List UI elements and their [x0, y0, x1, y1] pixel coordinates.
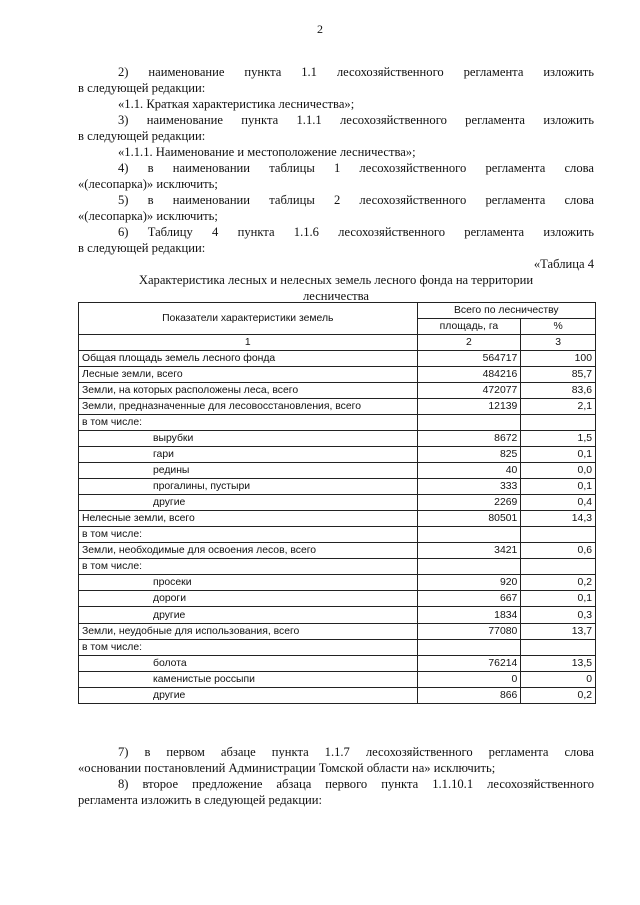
row-area: 0: [417, 672, 521, 688]
item-7-line-1: 7) в первом абзаце пункта 1.1.7 лесохозяйственного регламента слова: [118, 745, 594, 759]
row-label: Общая площадь земель лесного фонда: [79, 351, 418, 367]
row-label: в том числе:: [79, 415, 418, 431]
row-area: 8672: [417, 431, 521, 447]
row-percent: 0,4: [521, 495, 596, 511]
row-percent: 0,1: [521, 591, 596, 607]
row-label: другие: [79, 607, 418, 624]
row-percent: 0,3: [521, 607, 596, 624]
item-7-line-2: «основании постановлений Администрации Томской области на» исключить;: [78, 761, 496, 775]
item-3-new-title-text: «1.1.1. Наименование и местоположение лесничества»;: [118, 145, 416, 159]
table-title-line-1: Характеристика лесных и нелесных земель лесного фонда на территории: [138, 273, 534, 287]
row-percent: 13,7: [521, 624, 596, 640]
row-percent: 0,1: [521, 447, 596, 463]
row-percent: [521, 559, 596, 575]
row-area: 76214: [417, 656, 521, 672]
table-row: [79, 399, 596, 415]
item-8-line-1: 8) второе предложение абзаца первого пункта 1.1.10.1 лесохозяйственного: [118, 777, 594, 791]
row-area: 564717: [417, 351, 521, 367]
row-percent: 0,6: [521, 543, 596, 559]
row-area: 472077: [417, 383, 521, 399]
item-5-paragraph: [78, 192, 594, 224]
row-percent: 0,1: [521, 479, 596, 495]
table-row: [79, 351, 596, 367]
row-label: вырубки: [79, 431, 418, 447]
table-row: [79, 479, 596, 495]
table-row: [79, 463, 596, 479]
row-label: редины: [79, 463, 418, 479]
row-label: прогалины, пустыри: [79, 479, 418, 495]
item-3-new-title: [78, 144, 594, 160]
table-label: «Таблица 4: [533, 257, 594, 271]
row-area: [417, 559, 521, 575]
item-5-line-2: «(лесопарка)» исключить;: [78, 209, 218, 223]
row-area: [417, 640, 521, 656]
row-label: другие: [79, 495, 418, 511]
table-row: [79, 624, 596, 640]
row-area: [417, 415, 521, 431]
row-area: 77080: [417, 624, 521, 640]
item-5-line-1: 5) в наименовании таблицы 2 лесохозяйственного регламента слова: [118, 193, 594, 207]
table-title-line-2: лесничества: [303, 289, 369, 303]
header-percent: %: [521, 319, 596, 335]
row-label: Лесные земли, всего: [79, 367, 418, 383]
item-6-paragraph: [78, 224, 594, 256]
table-row: [79, 527, 596, 543]
row-percent: 0: [521, 672, 596, 688]
row-label: болота: [79, 656, 418, 672]
row-label: другие: [79, 688, 418, 704]
row-area: 484216: [417, 367, 521, 383]
item-2-line-2: в следующей редакции:: [78, 81, 206, 95]
header-col-number-1: 1: [79, 335, 418, 351]
row-area: 920: [417, 575, 521, 591]
header-indicators: Показатели характеристики земель: [79, 303, 418, 335]
row-percent: [521, 415, 596, 431]
row-label: в том числе:: [79, 640, 418, 656]
row-percent: 85,7: [521, 367, 596, 383]
item-8-paragraph: [78, 776, 594, 808]
row-percent: 0,0: [521, 463, 596, 479]
row-percent: 1,5: [521, 431, 596, 447]
item-4-line-1: 4) в наименовании таблицы 1 лесохозяйственного регламента слова: [118, 161, 594, 175]
row-percent: 83,6: [521, 383, 596, 399]
item-3-line-1: 3) наименование пункта 1.1.1 лесохозяйственного регламента изложить: [118, 113, 594, 127]
item-7-paragraph: [78, 744, 594, 776]
table-row: [79, 431, 596, 447]
table-row: [79, 543, 596, 559]
row-percent: [521, 640, 596, 656]
row-label: просеки: [79, 575, 418, 591]
row-area: 1834: [417, 607, 521, 624]
item-4-paragraph: [78, 160, 594, 192]
row-label: дороги: [79, 591, 418, 607]
table-row: [79, 447, 596, 463]
table-row: [79, 607, 596, 624]
row-percent: 100: [521, 351, 596, 367]
table-row: [79, 688, 596, 704]
row-area: 40: [417, 463, 521, 479]
row-area: 2269: [417, 495, 521, 511]
item-2-new-title: [78, 96, 594, 112]
table-title: [78, 272, 594, 304]
item-8-line-2: регламента изложить в следующей редакции:: [78, 793, 323, 807]
table-row: [79, 656, 596, 672]
row-percent: 13,5: [521, 656, 596, 672]
row-percent: 2,1: [521, 399, 596, 415]
page-number: 2: [317, 22, 323, 36]
table-row: [79, 559, 596, 575]
row-area: 825: [417, 447, 521, 463]
row-area: [417, 527, 521, 543]
row-label: гари: [79, 447, 418, 463]
item-4-line-2: «(лесопарка)» исключить;: [78, 177, 218, 191]
row-label: каменистые россыпи: [79, 672, 418, 688]
item-6-line-2: в следующей редакции:: [78, 241, 206, 255]
row-label: Земли, неудобные для использования, всего: [79, 624, 418, 640]
row-area: 80501: [417, 511, 521, 527]
row-percent: [521, 527, 596, 543]
header-col-number-3: 3: [521, 335, 596, 351]
table-row: [79, 591, 596, 607]
table-row: [79, 511, 596, 527]
table-row: [79, 575, 596, 591]
row-area: 333: [417, 479, 521, 495]
item-2-new-title-text: «1.1. Краткая характеристика лесничества»;: [118, 97, 355, 111]
row-label: Земли, на которых расположены леса, всего: [79, 383, 418, 399]
row-label: в том числе:: [79, 559, 418, 575]
land-characteristics-table: [78, 302, 596, 704]
row-percent: 0,2: [521, 688, 596, 704]
row-percent: 14,3: [521, 511, 596, 527]
item-2-line-1: 2) наименование пункта 1.1 лесохозяйственного регламента изложить: [118, 65, 594, 79]
row-label: Земли, предназначенные для лесовосстановления, всего: [79, 399, 418, 415]
table-row: [79, 383, 596, 399]
table-row: [79, 640, 596, 656]
header-total-by-forestry: Всего по лесничеству: [417, 303, 595, 319]
row-label: Нелесные земли, всего: [79, 511, 418, 527]
header-area: площадь, га: [417, 319, 521, 335]
item-6-line-1: 6) Таблицу 4 пункта 1.1.6 лесохозяйственного регламента изложить: [118, 225, 594, 239]
table-row: [79, 672, 596, 688]
row-area: 3421: [417, 543, 521, 559]
row-area: 667: [417, 591, 521, 607]
item-2-paragraph: [78, 64, 594, 96]
item-3-paragraph: [78, 112, 594, 144]
row-percent: 0,2: [521, 575, 596, 591]
header-col-number-2: 2: [417, 335, 521, 351]
row-label: Земли, необходимые для освоения лесов, всего: [79, 543, 418, 559]
row-area: 866: [417, 688, 521, 704]
row-area: 12139: [417, 399, 521, 415]
table-row: [79, 367, 596, 383]
item-3-line-2: в следующей редакции:: [78, 129, 206, 143]
table-row: [79, 415, 596, 431]
row-label: в том числе:: [79, 527, 418, 543]
table-body: [79, 351, 596, 704]
table-row: [79, 495, 596, 511]
